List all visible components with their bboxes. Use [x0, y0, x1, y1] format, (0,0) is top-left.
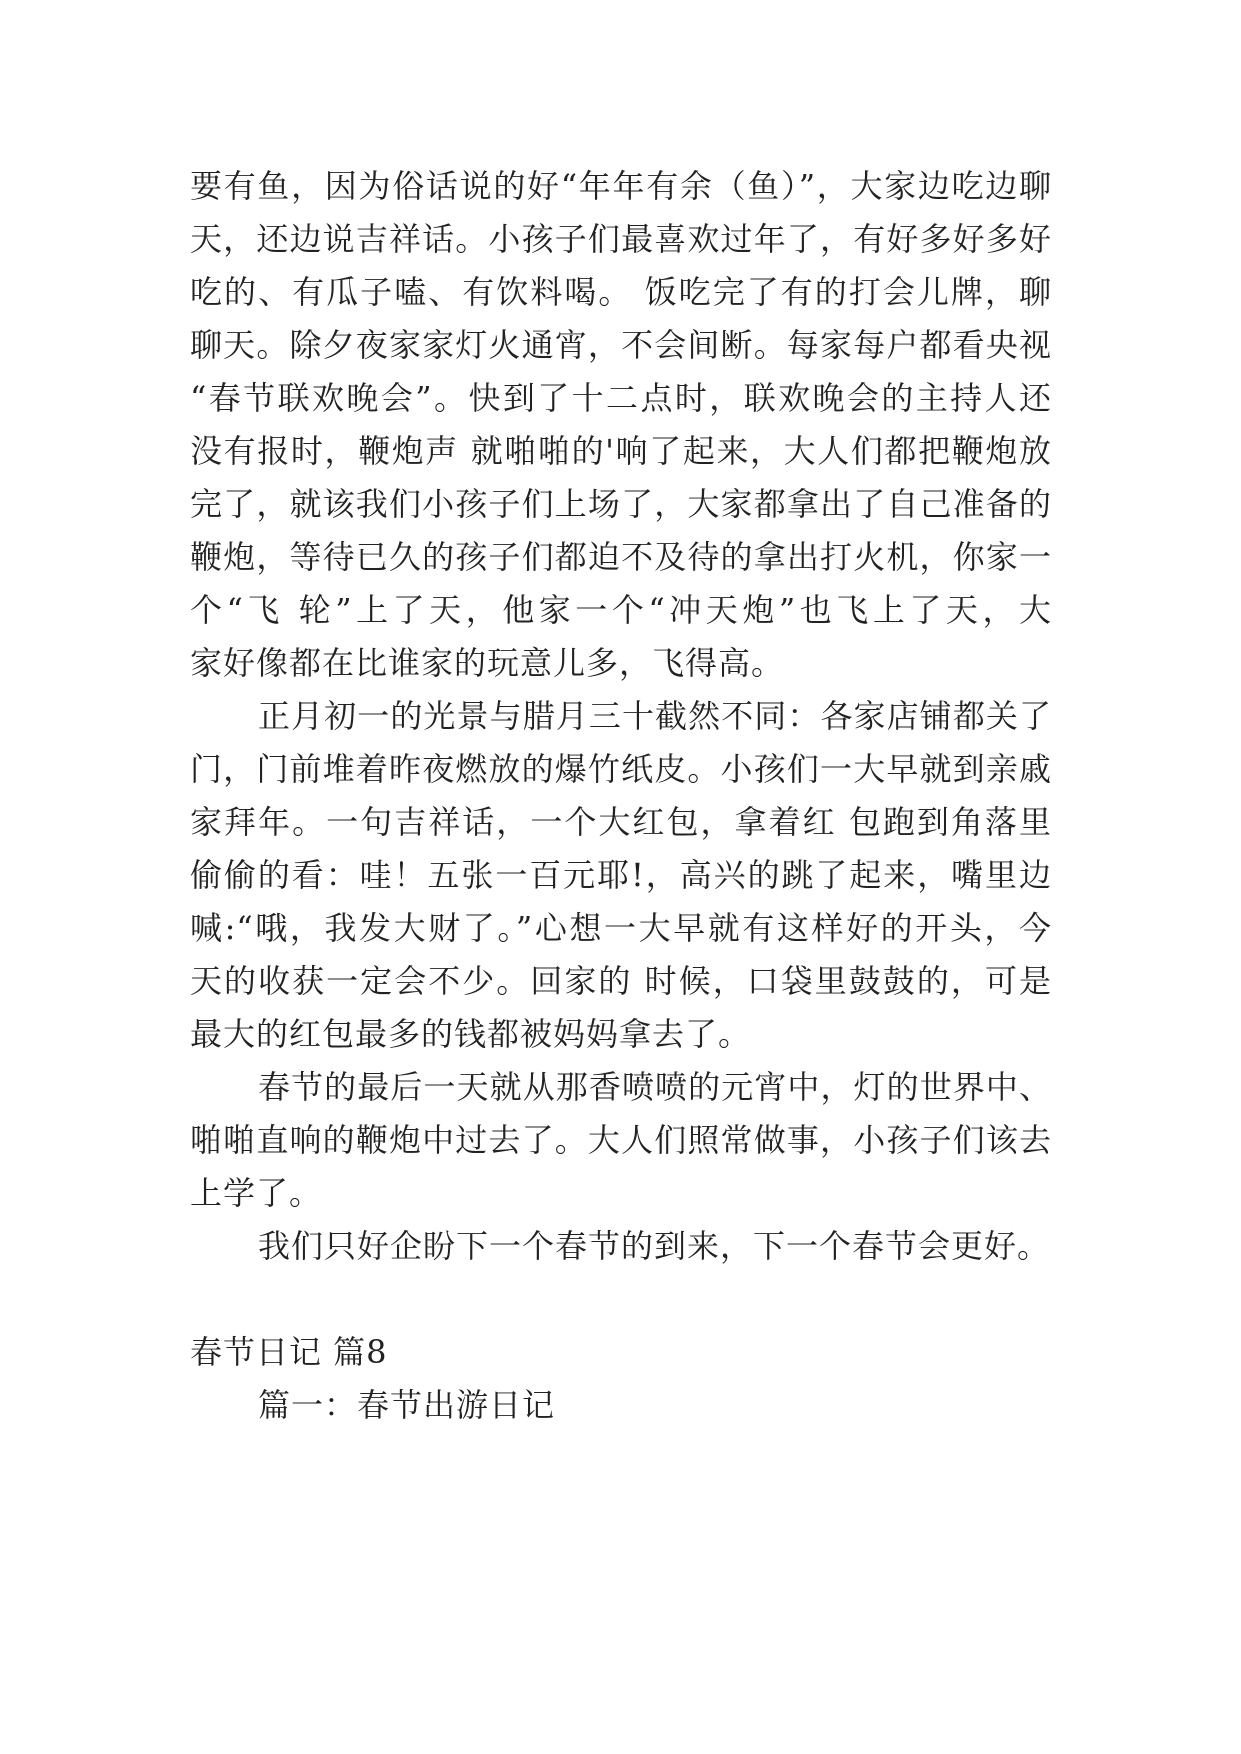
paragraph-3-line-2: 啪啪直响的鞭炮中过去了。大人们照常做事，小孩子们该去 [190, 1121, 1052, 1159]
paragraph-3-line-3: 上学了。 [190, 1174, 323, 1212]
paragraph-2-line-6: 天的收获一定会不少。回家的 时候，口袋里鼓鼓的，可是 [190, 962, 1052, 1000]
paragraph-4-line-1: 我们只好企盼下一个春节的到来，下一个春节会更好。 [258, 1227, 1051, 1265]
section-title: 春节日记 篇8 [190, 1333, 388, 1371]
paragraph-1-line-6: 没有报时，鞭炮声 就啪啪的'响了起来，大人们都把鞭炮放 [190, 432, 1052, 470]
paragraph-1-line-10: 家好像都在比谁家的玩意儿多，飞得高。 [190, 644, 785, 682]
paragraph-2-line-3: 家拜年。一句吉祥话，一个大红包，拿着红 包跑到角落里 [190, 803, 1052, 841]
paragraph-1-line-2: 天，还边说吉祥话。小孩子们最喜欢过年了，有好多好多好 [190, 220, 1052, 258]
paragraph-2-line-7: 最大的红包最多的钱都被妈妈拿去了。 [190, 1015, 752, 1053]
paragraph-2-line-4: 偷偷的看：哇！五张一百元耶!，高兴的跳了起来，嘴里边 [190, 856, 1052, 894]
paragraph-1-line-3: 吃的、有瓜子嗑、有饮料喝。 饭吃完了有的打会儿牌，聊 [190, 273, 1052, 311]
paragraph-1-line-8: 鞭炮，等待已久的孩子们都迫不及待的拿出打火机，你家一 [190, 538, 1052, 576]
subsection-title: 篇一：春节出游日记 [258, 1386, 556, 1424]
paragraph-1-line-9: 个“飞 轮”上了天，他家一个“冲天炮”也飞上了天，大 [190, 591, 1052, 629]
paragraph-2-line-5: 喊:“哦，我发大财了。”心想一大早就有这样好的开头，今 [190, 909, 1052, 947]
paragraph-1-line-1: 要有鱼，因为俗话说的好“年年有余（鱼）”，大家边吃边聊 [190, 167, 1052, 205]
paragraph-1-line-5: “春节联欢晚会”。快到了十二点时，联欢晚会的主持人还 [190, 379, 1052, 417]
paragraph-3-line-1: 春节的最后一天就从那香喷喷的元宵中，灯的世界中、 [258, 1068, 1052, 1106]
paragraph-2-line-1: 正月初一的光景与腊月三十截然不同：各家店铺都关了 [258, 697, 1052, 735]
paragraph-1-line-7: 完了，就该我们小孩子们上场了，大家都拿出了自己准备的 [190, 485, 1052, 523]
paragraph-1-line-4: 聊天。除夕夜家家灯火通宵，不会间断。每家每户都看央视 [190, 326, 1052, 364]
paragraph-2-line-2: 门，门前堆着昨夜燃放的爆竹纸皮。小孩们一大早就到亲戚 [190, 750, 1052, 788]
